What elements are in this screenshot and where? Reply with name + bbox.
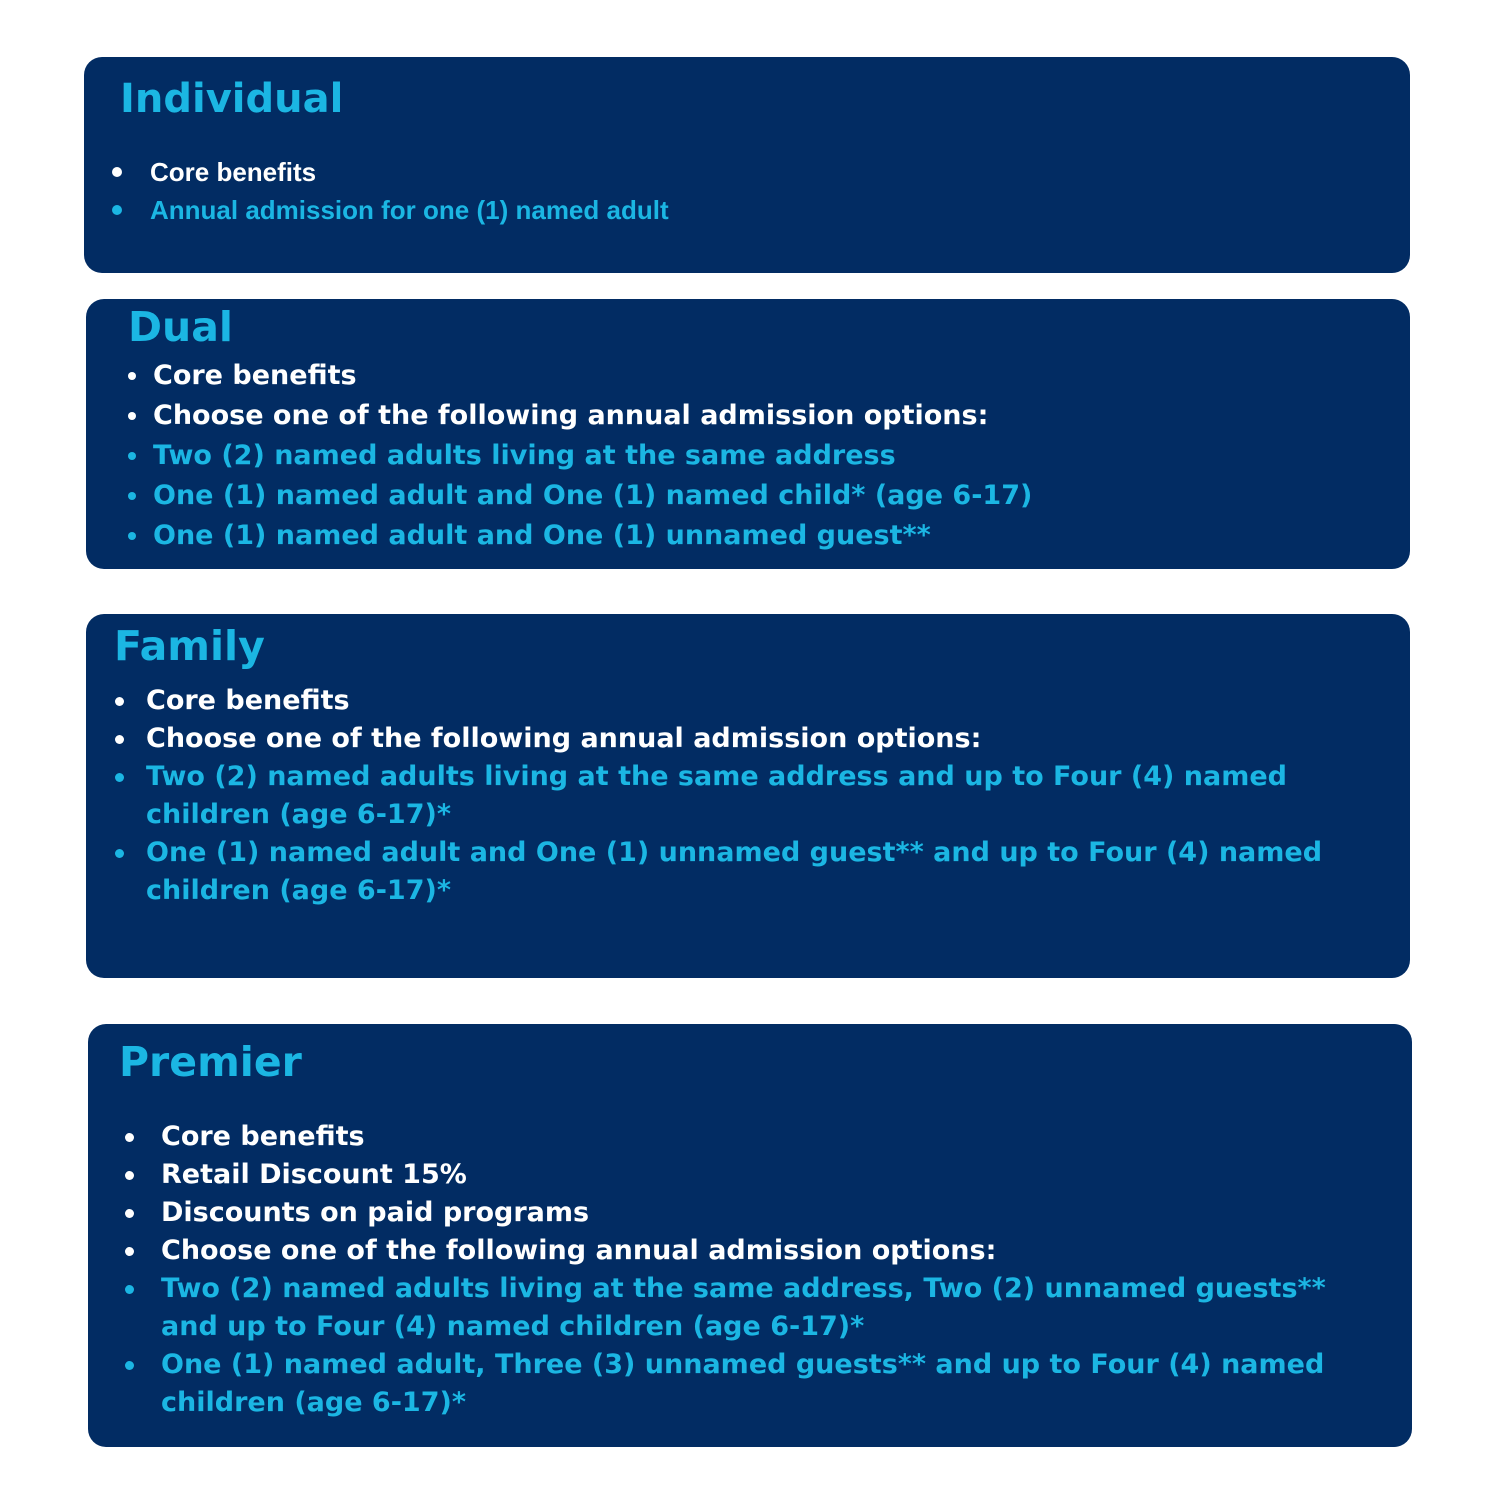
benefit-item [161,1118,1391,1156]
benefit-text: Two (2) named adults living at the same address [153,440,896,471]
benefits-list [153,356,1373,556]
benefit-item [146,758,1376,834]
benefit-text: Discounts on paid programs [161,1197,590,1228]
benefit-text: Core benefits [153,360,357,391]
bullet-icon [125,1133,134,1142]
benefit-item [150,153,1350,191]
bullet-icon [125,1247,134,1256]
benefit-item [161,1346,1391,1422]
bullet-icon [128,412,136,420]
benefits-list [146,682,1376,910]
benefit-text: Annual admission for one (1) named adult [150,195,669,225]
benefit-item [150,191,1350,229]
bullet-icon [115,697,124,706]
membership-card-dual [86,299,1410,569]
benefit-item [146,682,1376,720]
bullet-icon [112,167,122,177]
benefit-item [161,1194,1391,1232]
bullet-icon [115,773,124,782]
benefit-item [153,436,1373,476]
benefit-item [153,476,1373,516]
membership-card-premier [88,1024,1412,1447]
benefit-text: Core benefits [146,685,350,716]
card-title: Dual [128,303,233,351]
bullet-icon [128,452,136,460]
benefit-text: Retail Discount 15% [161,1159,467,1190]
bullet-icon [125,1285,134,1294]
benefit-item [153,396,1373,436]
bullet-icon [125,1171,134,1180]
benefit-text: Choose one of the following annual admission options: [146,723,982,754]
card-title: Premier [119,1038,302,1086]
benefits-list [150,153,1350,229]
benefit-text: One (1) named adult and One (1) named child* (age 6-17) [153,480,1033,511]
benefit-item [153,516,1373,556]
benefit-item [161,1156,1391,1194]
benefit-text: Choose one of the following annual admission options: [161,1235,997,1266]
benefit-text: Choose one of the following annual admission options: [153,400,989,431]
bullet-icon [128,372,136,380]
benefit-text: Two (2) named adults living at the same address and up to Four (4) named children (age 6-17)* [146,761,1287,830]
bullet-icon [125,1361,134,1370]
benefit-item [161,1270,1391,1346]
membership-card-individual [84,57,1410,273]
benefit-item [146,834,1376,910]
bullet-icon [128,492,136,500]
benefit-item [146,720,1376,758]
benefit-text: Core benefits [150,157,317,187]
benefit-text: One (1) named adult and One (1) unnamed guest** and up to Four (4) named children (age 6-17)* [146,837,1323,906]
card-title: Family [114,622,265,670]
card-title: Individual [120,76,344,122]
benefit-text: Core benefits [161,1121,365,1152]
bullet-icon [115,849,124,858]
benefit-item [161,1232,1391,1270]
benefit-item [153,356,1373,396]
benefit-text: One (1) named adult and One (1) unnamed guest** [153,520,931,551]
benefits-list [161,1118,1391,1422]
membership-card-family [86,614,1410,978]
bullet-icon [115,735,124,744]
benefit-text: One (1) named adult, Three (3) unnamed guests** and up to Four (4) named children (age 6-17)* [161,1349,1325,1418]
benefit-text: Two (2) named adults living at the same address, Two (2) unnamed guests** and up to Four (4) named children (age 6-17)* [161,1273,1326,1342]
bullet-icon [128,532,136,540]
bullet-icon [125,1209,134,1218]
bullet-icon [112,205,122,215]
